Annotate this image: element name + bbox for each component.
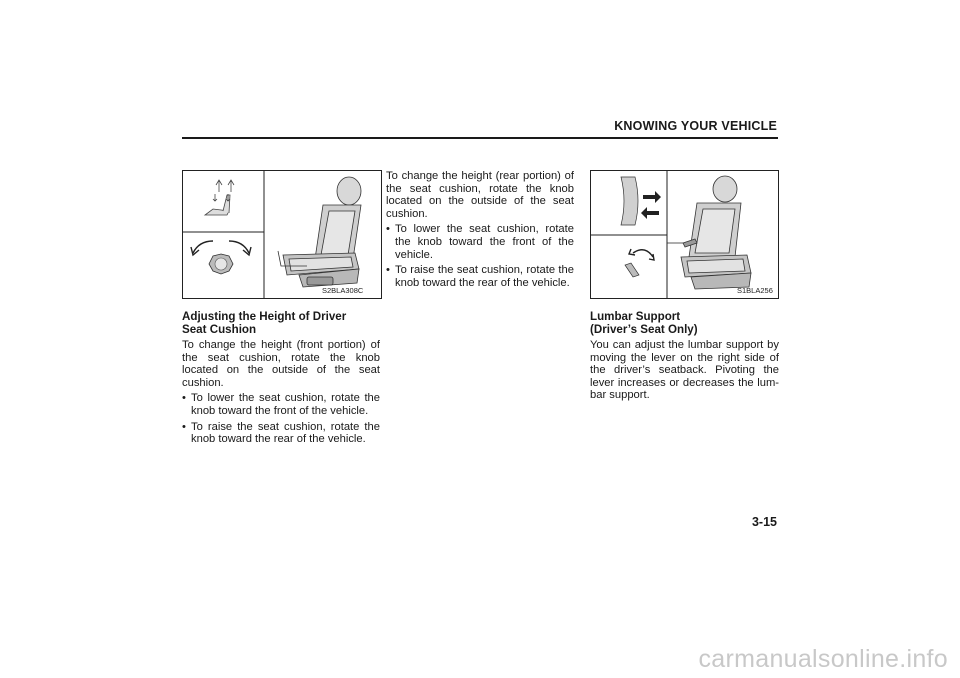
driver-seat-drawing — [283, 177, 361, 287]
watermark: carmanualsonline.info — [698, 645, 948, 673]
lumbar-support-illustration — [590, 170, 779, 299]
seat-height-illustration — [182, 170, 382, 299]
bullet-item: • To lower the seat cushion, rotate the knob toward the front of the vehicle. — [182, 392, 380, 417]
bullet-list — [182, 392, 380, 445]
section-heading — [182, 310, 380, 336]
page-number: 3-15 — [751, 515, 777, 529]
body-paragraph: To change the height (front portion) of the seat cushion, rotate the knob located on the outside of the seat cushion. — [182, 339, 380, 389]
seat-with-lever-drawing — [681, 176, 751, 289]
bullet-item: • To raise the seat cushion, rotate the knob toward the rear of the vehicle. — [182, 420, 380, 446]
figure-code-left: S2BLA308C — [322, 286, 364, 295]
heading-line-1: Lumbar Support — [590, 310, 681, 323]
small-seat-icon — [205, 180, 234, 215]
bullet-item: • To raise the seat cushion, rotate the knob toward the rear of the vehicle. — [386, 264, 574, 289]
heading-line-1: Adjusting the Height of Driver — [182, 310, 347, 323]
knob-rotate-icon — [191, 241, 251, 274]
lever-rotate-icon — [625, 249, 654, 277]
lumbar-profile-icon — [621, 177, 661, 225]
figure-code-right: S1BLA256 — [737, 286, 773, 295]
header-rule — [182, 137, 778, 139]
seat-height-figure-svg — [183, 171, 381, 298]
lumbar-figure-svg — [591, 171, 778, 298]
heading-line-2: (Driver’s Seat Only) — [590, 323, 698, 336]
bullet-list — [386, 223, 574, 289]
body-paragraph: To change the height (rear portion) of the seat cushion, rotate the knob located on the outside of the seat cushion. — [386, 170, 574, 220]
lumbar-support-section — [590, 310, 779, 405]
seat-cushion-front-section — [182, 310, 380, 449]
section-heading — [590, 310, 779, 336]
section-title: KNOWING YOUR VEHICLE — [614, 119, 777, 133]
body-paragraph: You can adjust the lumbar support by moving the lever on the right side of the driver’s seatback. Pivoting the lever increases or decreases the lum-bar support. — [590, 339, 779, 402]
heading-line-2: Seat Cushion — [182, 323, 257, 336]
seat-cushion-rear-section — [386, 170, 574, 292]
bullet-item: • To lower the seat cushion, rotate the knob toward the front of the vehicle. — [386, 223, 574, 261]
